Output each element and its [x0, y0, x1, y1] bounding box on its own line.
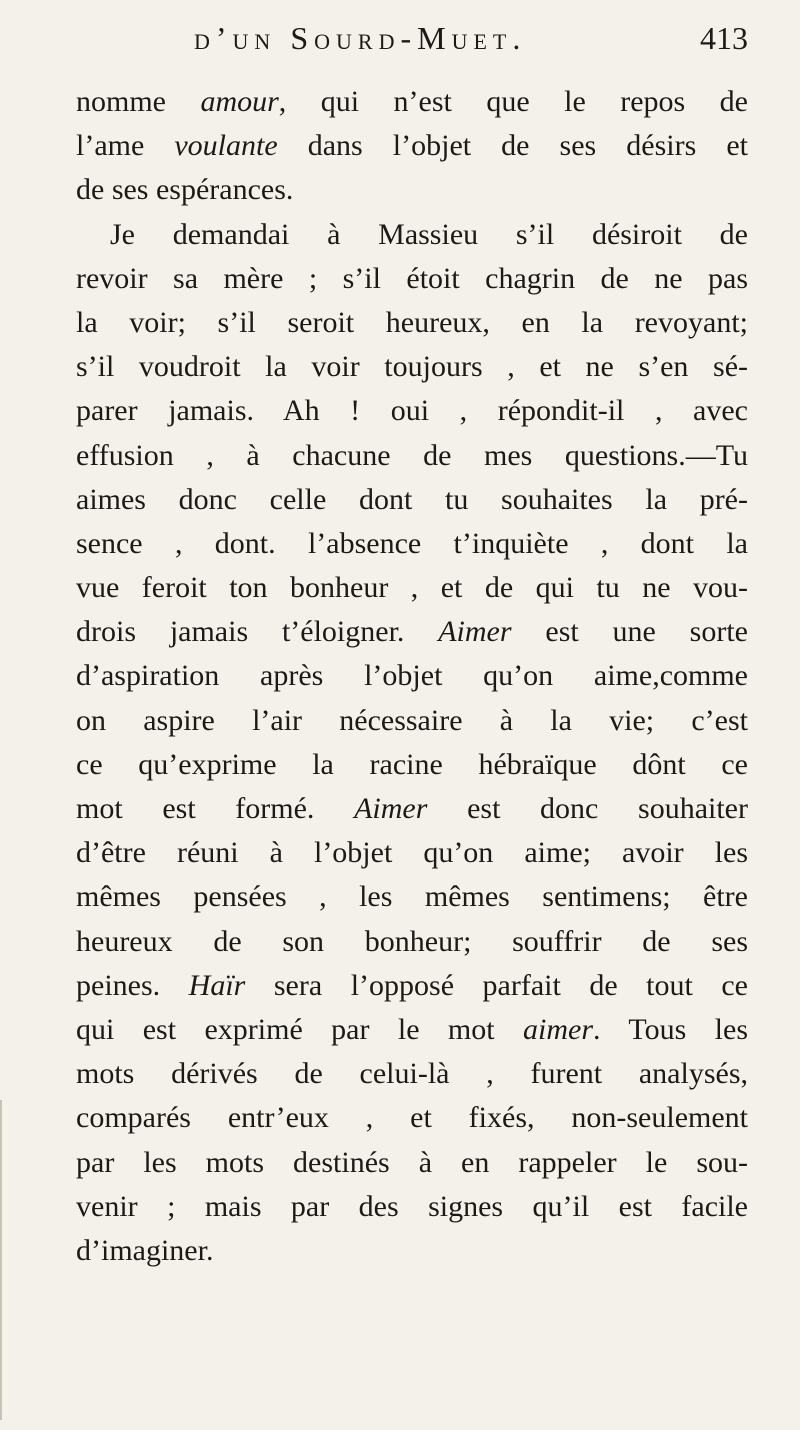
- text-line: mêmes pensées , les mêmes sentimens; être: [76, 880, 748, 914]
- text-line: revoir sa mère ; s’il étoit chagrin de ne pas: [76, 261, 748, 295]
- text-line: nomme amour, qui n’est que le repos de: [76, 85, 748, 118]
- text-line: mot est formé. Aimer est donc souhaiter: [76, 792, 748, 825]
- text-line: d’être réuni à l’objet qu’on aime; avoir les: [76, 836, 748, 870]
- text-line: vue feroit ton bonheur , et de qui tu ne vou-: [76, 571, 748, 605]
- text-line: sence , dont. l’absence t’inquiète , dont la: [76, 526, 748, 560]
- text-line: aimes donc celle dont tu souhaites la pré-: [76, 482, 748, 516]
- text-line: venir ; mais par des signes qu’il est facile: [76, 1189, 748, 1223]
- margin-shadow: [0, 1100, 2, 1420]
- text-line: d’imaginer.: [76, 1233, 214, 1267]
- page-number: 413: [700, 20, 748, 56]
- text-line: peines. Haïr sera l’opposé parfait de tout ce: [76, 968, 749, 1002]
- text-line: Je demandai à Massieu s’il désiroit de: [110, 217, 748, 251]
- text-line: par les mots destinés à en rappeler le sou-: [76, 1145, 748, 1179]
- text-line: on aspire l’air nécessaire à la vie; c’est: [76, 703, 748, 737]
- text-line: drois jamais t’éloigner. Aimer est une sorte: [76, 615, 748, 649]
- text-line: l’ame voulante dans l’objet de ses désirs et: [76, 129, 748, 163]
- text-line: s’il voudroit la voir toujours , et ne s’en sé-: [76, 350, 748, 384]
- text-line: mots dérivés de celui-là , furent analysés,: [76, 1057, 748, 1091]
- text-line: comparés entr’eux , et fixés, non-seulement: [76, 1101, 748, 1135]
- text-line: parer jamais. Ah ! oui , répondit-il , avec: [76, 394, 748, 428]
- running-title: d’un Sourd-Muet.: [194, 20, 527, 56]
- body-text: [76, 80, 748, 1273]
- text-line: ce qu’exprime la racine hébraïque dônt ce: [76, 747, 748, 781]
- text-line: d’aspiration après l’objet qu’on aime,comme: [76, 659, 748, 693]
- text-line: heureux de son bonheur; souffrir de ses: [76, 924, 748, 958]
- text-line: qui est exprimé par le mot aimer. Tous les: [76, 1012, 748, 1046]
- running-head: [76, 18, 748, 68]
- text-line: la voir; s’il seroit heureux, en la revoyant;: [76, 305, 748, 339]
- text-line: effusion , à chacune de mes questions.—Tu: [76, 438, 748, 472]
- text-line: de ses espérances.: [76, 173, 294, 207]
